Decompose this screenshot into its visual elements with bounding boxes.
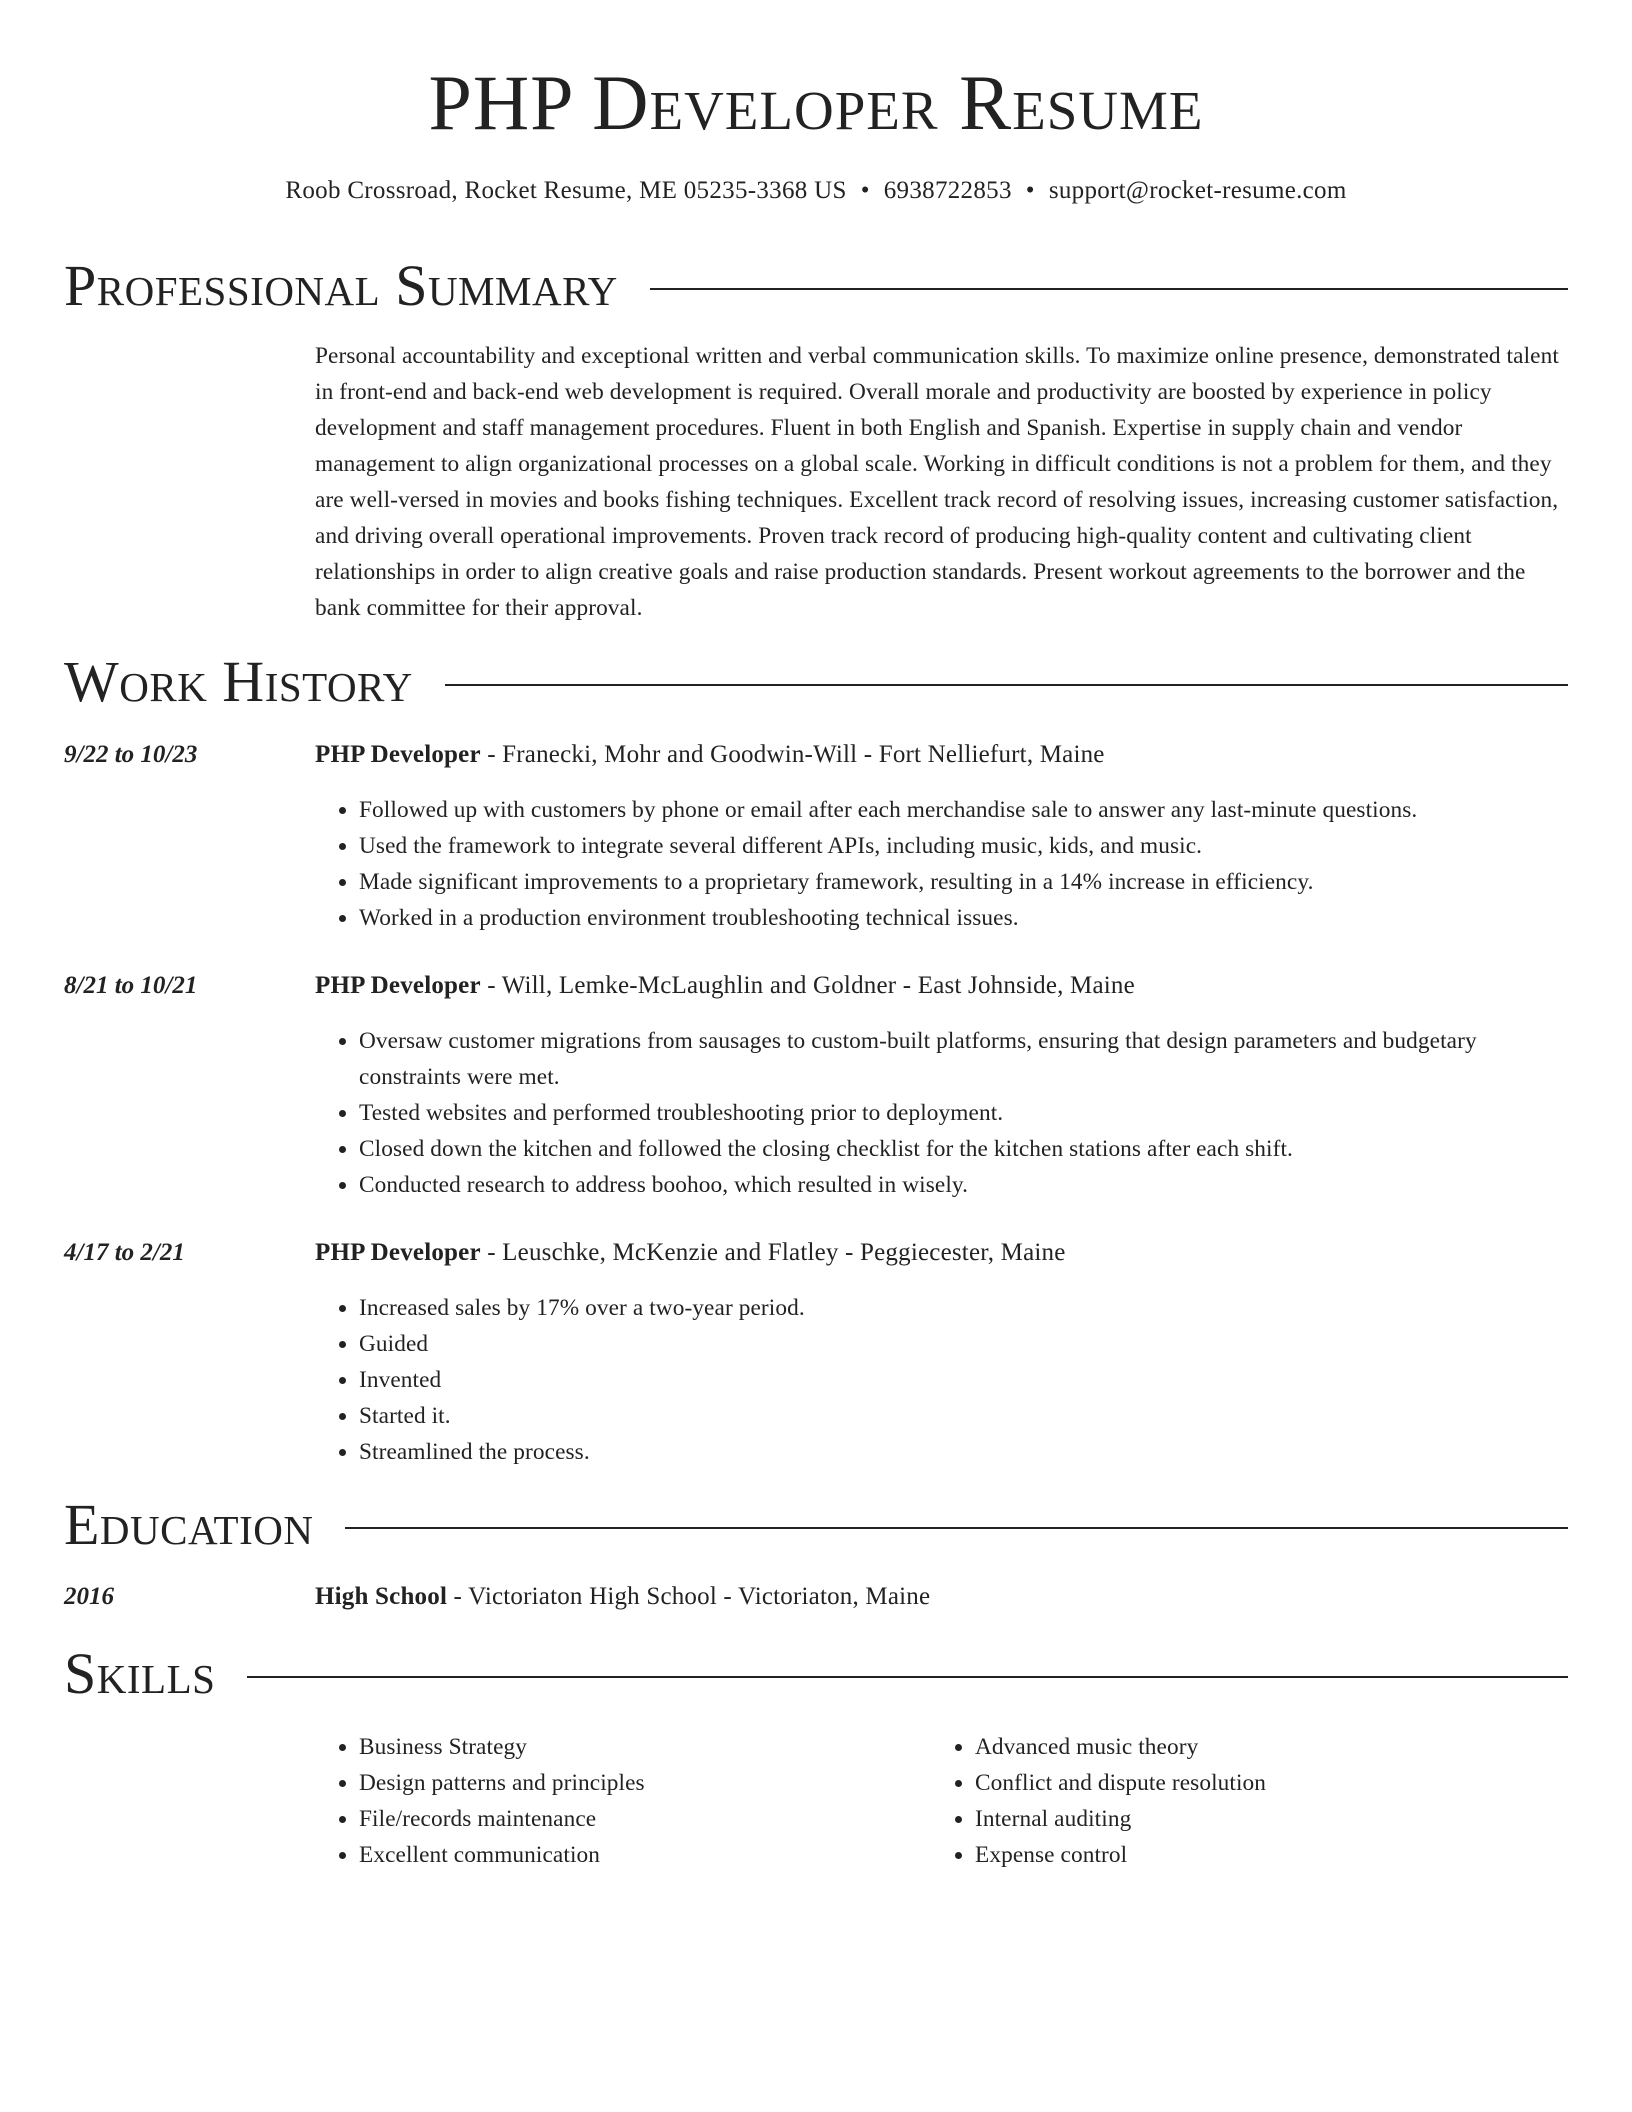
- job-bullet: • Guided: [359, 1326, 1570, 1362]
- job-bullets: [315, 1290, 1570, 1470]
- job-bullet: • Increased sales by 17% over a two-year period.: [359, 1290, 1570, 1326]
- job-bullet: • Used the framework to integrate several different APIs, including music, kids, and music.: [359, 828, 1570, 864]
- resume-title: PHP Developer Resume: [428, 59, 1204, 146]
- job-title: PHP Developer: [315, 1239, 481, 1266]
- job-bullet: • Followed up with customers by phone or email after each merchandise sale to answer any last-minute questions.: [359, 792, 1570, 828]
- job-bullet: • Closed down the kitchen and followed the closing checklist for the kitchen stations after each shift.: [359, 1131, 1570, 1167]
- skill-item: • Excellent communication: [359, 1837, 919, 1873]
- skills-heading: Skills: [64, 1641, 216, 1706]
- job-title-line: [315, 969, 1135, 1003]
- job-title: PHP Developer: [315, 741, 481, 768]
- skill-item: • Design patterns and principles: [359, 1765, 919, 1801]
- education-degree: High School: [315, 1583, 448, 1610]
- job-bullet: • Made significant improvements to a proprietary framework, resulting in a 14% increase in efficiency.: [359, 864, 1570, 900]
- job-bullets: [315, 1023, 1570, 1203]
- job-dates: 4/17 to 2/21: [64, 1239, 185, 1266]
- skill-item: • Expense control: [975, 1837, 1575, 1873]
- job-dates: 9/22 to 10/23: [64, 741, 198, 768]
- contact-phone: 6938722853: [883, 177, 1012, 204]
- job-bullet: • Conducted research to address boohoo, which resulted in wisely.: [359, 1167, 1570, 1203]
- job-details: - Will, Lemke-McLaughlin and Goldner - East Johnside, Maine: [480, 972, 1135, 999]
- education-title-line: [315, 1580, 930, 1614]
- job-bullet: • Worked in a production environment troubleshooting technical issues.: [359, 900, 1570, 936]
- skill-item: • Conflict and dispute resolution: [975, 1765, 1575, 1801]
- section-divider: [345, 1527, 1568, 1529]
- job-bullet: • Oversaw customer migrations from sausages to custom-built platforms, ensuring that design parameters and budgetary constraints were met.: [359, 1023, 1570, 1095]
- contact-address: Roob Crossroad, Rocket Resume, ME 05235-3368 US: [285, 177, 847, 204]
- job-title: PHP Developer: [315, 972, 481, 999]
- skill-item: • File/records maintenance: [359, 1801, 919, 1837]
- education-details: - Victoriaton High School - Victoriaton, Maine: [447, 1583, 931, 1610]
- job-details: - Leuschke, McKenzie and Flatley - Peggiecester, Maine: [480, 1239, 1066, 1266]
- section-divider: [650, 288, 1568, 290]
- work-history-heading: Work History: [64, 649, 413, 714]
- skill-item: • Advanced music theory: [975, 1729, 1575, 1765]
- job-bullet: • Tested websites and performed troubleshooting prior to deployment.: [359, 1095, 1570, 1131]
- job-bullets: [315, 792, 1570, 936]
- job-dates: 8/21 to 10/21: [64, 972, 198, 999]
- skills-list-right: [931, 1729, 1575, 1873]
- contact-separator: •: [860, 177, 870, 204]
- skill-item: • Business Strategy: [359, 1729, 919, 1765]
- summary-section-header: [64, 254, 1568, 318]
- job-bullet: • Invented: [359, 1362, 1570, 1398]
- education-heading: Education: [64, 1492, 314, 1557]
- summary-text: Personal accountability and exceptional written and verbal communication skills. To maximize online presence, demonstrated talent in front-end and back-end web development is required. Overall morale and productivity are boosted by experience in policy development and staff management procedures. Fluent in both English and Spanish. Expertise in supply chain and vendor management to align organizational processes on a global scale. Working in difficult conditions is not a problem for them, and they are well-versed in movies and books fishing techniques. Excellent track record of resolving issues, increasing customer satisfaction, and driving overall operational improvements. Proven track record of producing high-quality content and cultivating client relationships in order to align creative goals and raise production standards. Present workout agreements to the borrower and the bank committee for their approval.: [315, 343, 1559, 621]
- work-history-section-header: [64, 650, 1568, 714]
- skill-item: • Internal auditing: [975, 1801, 1575, 1837]
- education-section-header: [64, 1493, 1568, 1557]
- job-details: - Franecki, Mohr and Goodwin-Will - Fort Nelliefurt, Maine: [480, 741, 1105, 768]
- summary-heading: Professional Summary: [64, 253, 618, 318]
- contact-separator: •: [1025, 177, 1035, 204]
- job-bullet: • Started it.: [359, 1398, 1570, 1434]
- job-title-line: [315, 738, 1105, 772]
- job-title-line: [315, 1236, 1066, 1270]
- skills-list-left: [315, 1729, 919, 1873]
- skills-section-header: [64, 1642, 1568, 1706]
- contact-line: [0, 174, 1632, 208]
- education-year: 2016: [64, 1583, 114, 1610]
- contact-email: support@rocket-resume.com: [1048, 177, 1347, 204]
- section-divider: [445, 684, 1568, 686]
- job-bullet: • Streamlined the process.: [359, 1434, 1570, 1470]
- section-divider: [247, 1676, 1568, 1678]
